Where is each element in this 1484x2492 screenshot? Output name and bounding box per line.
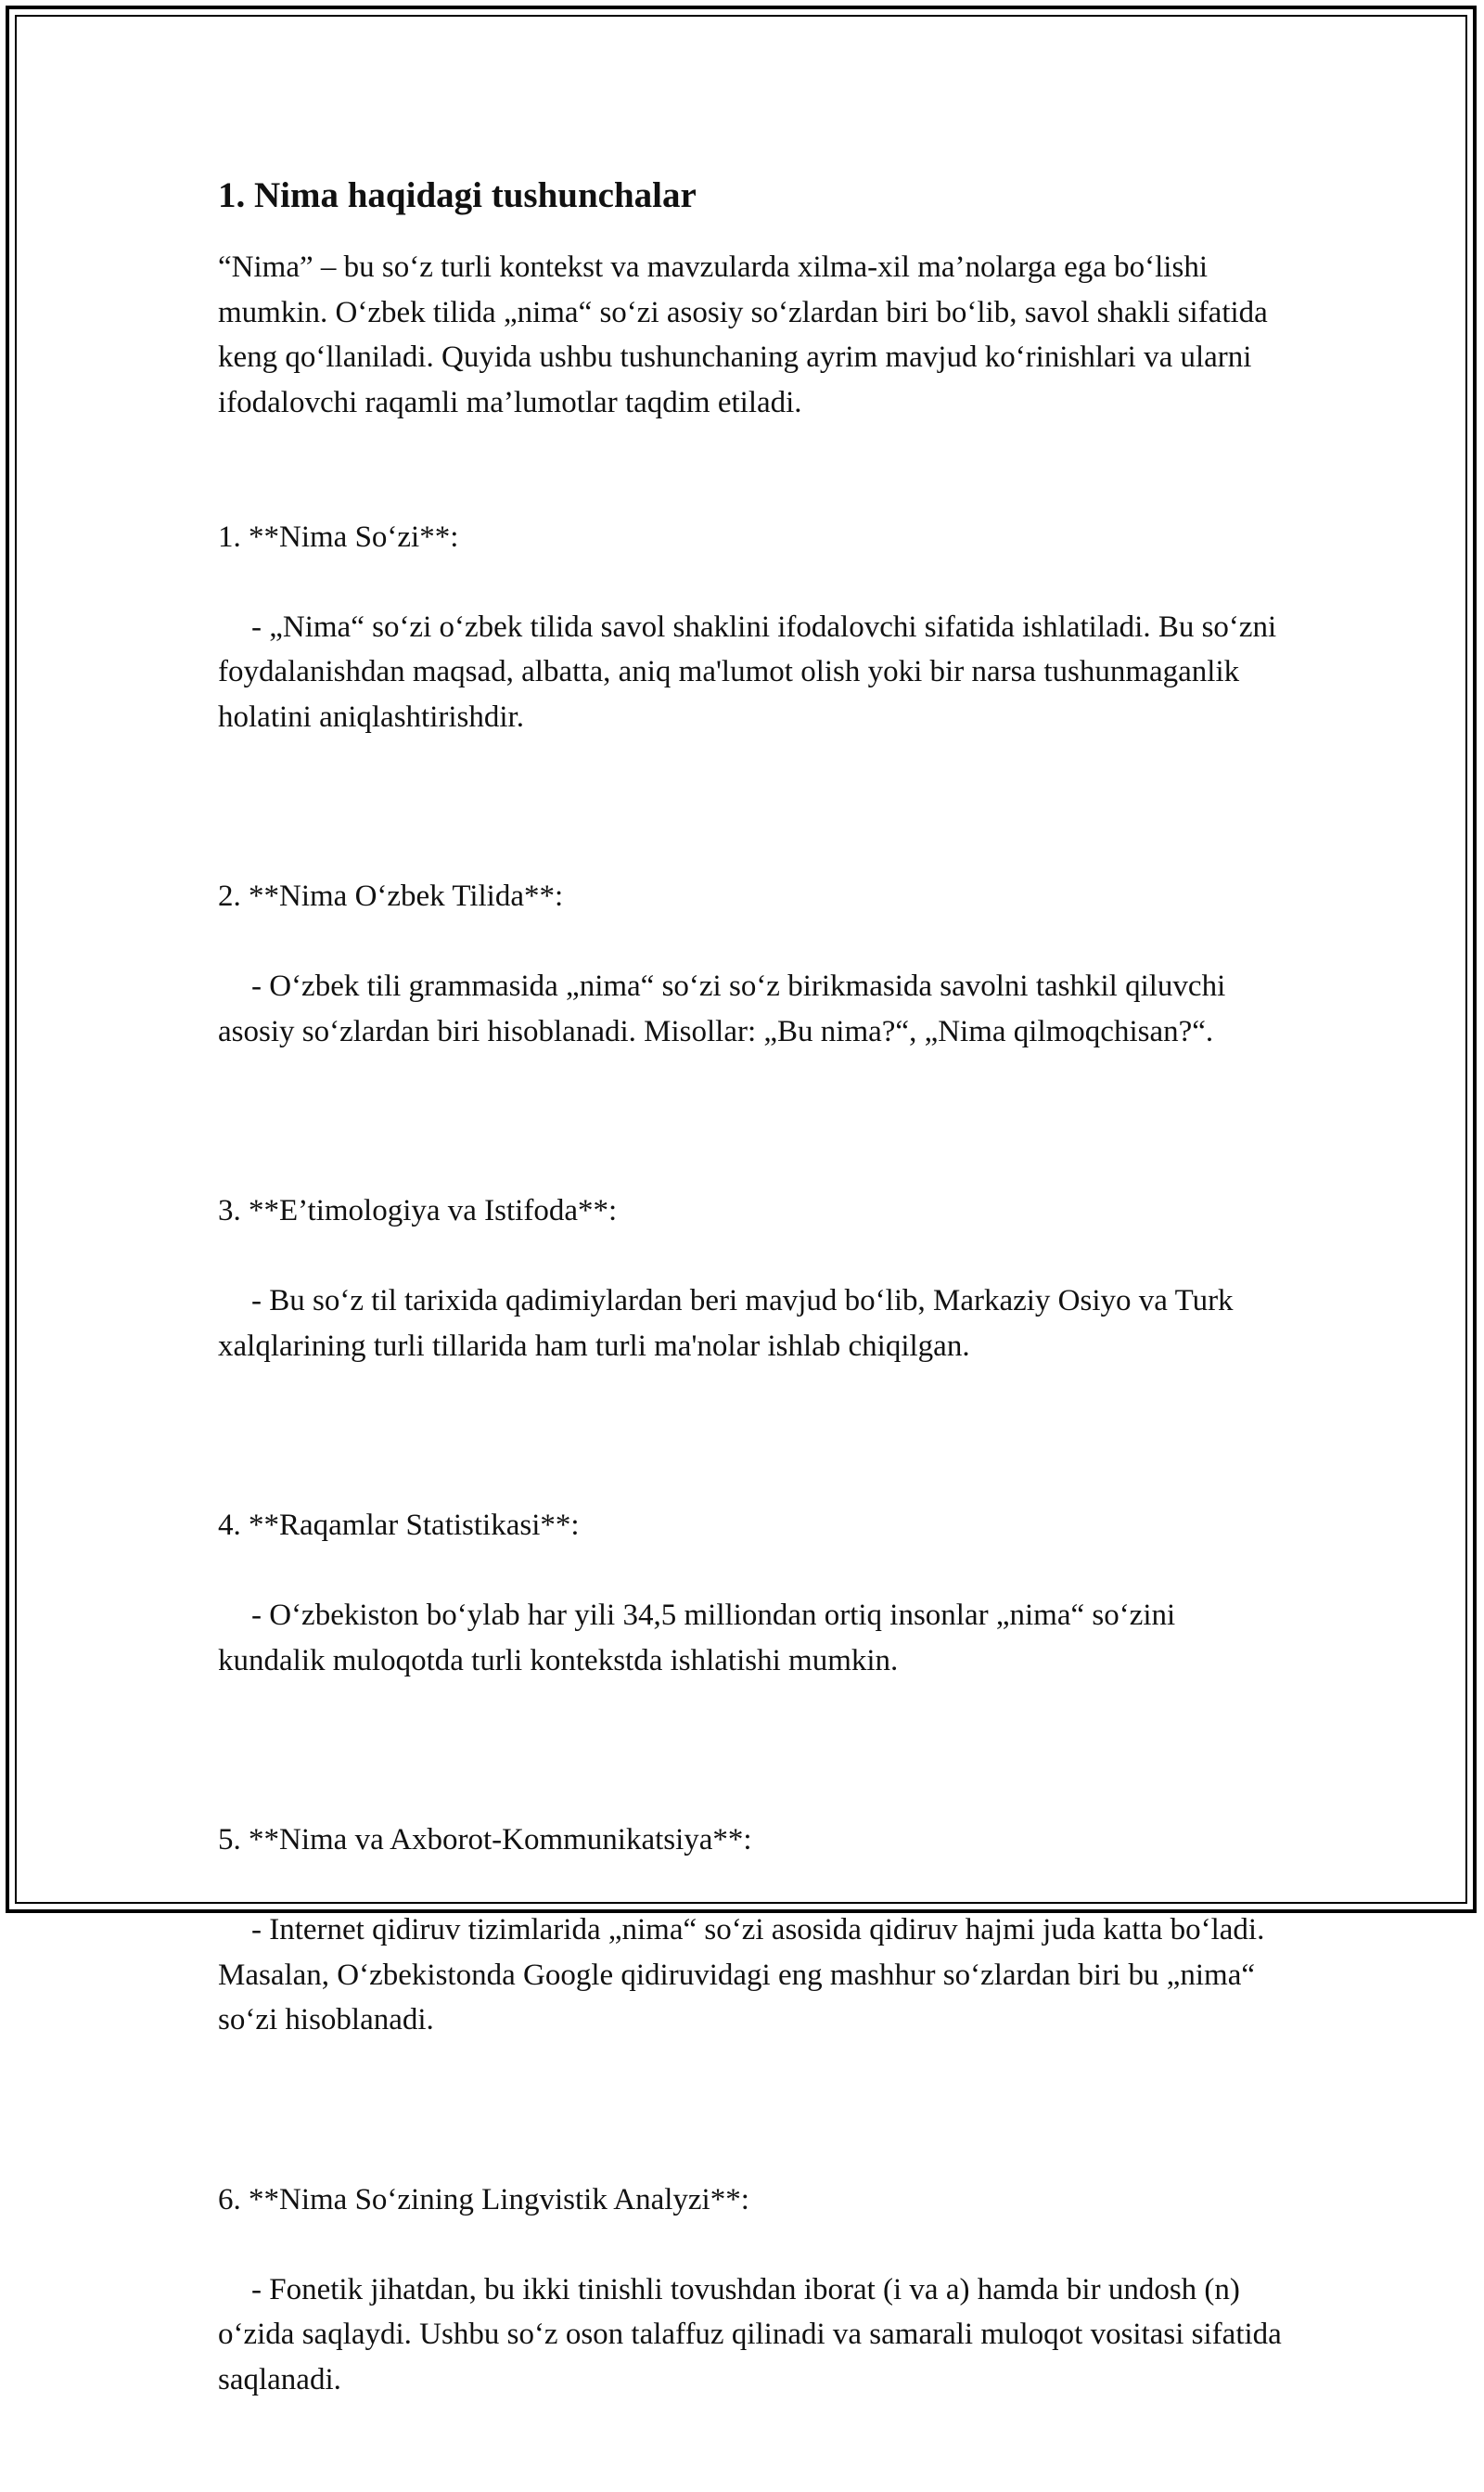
section-5 <box>218 1773 1285 2088</box>
document-body <box>218 167 1285 2492</box>
section-body: - Bu so‘z til tarixida qadimiylardan beri mavjud bo‘lib, Markaziy Osiyo va Turk xalqlarining turli tillarida ham turli ma'nolar ishlab chiqilgan. <box>218 1284 1234 1363</box>
section-body: - Fonetik jihatdan, bu ikki tinishli tovushdan iborat (i va a) hamda bir undosh (n) o‘zida saqlaydi. Ushbu so‘z oson talaffuz qilinadi va samarali muloqot vositasi sifatida saqlanadi. <box>218 2272 1282 2396</box>
section-body: - „Nima“ so‘zi o‘zbek tilida savol shaklini ifodalovchi sifatida ishlatiladi. Bu so‘zni foydalanishdan maqsad, albatta, aniq ma'lumot olish yoki bir narsa tushunmaganlik holatini aniqlashtirishdir. <box>218 610 1277 734</box>
section-heading: 6. **Nima So‘zining Lingvistik Analyzi**: <box>218 2182 749 2216</box>
section-2 <box>218 829 1285 1099</box>
section-heading: 4. **Raqamlar Statistikasi**: <box>218 1509 580 1542</box>
intro-paragraph: “Nima” – bu so‘z turli kontekst va mavzularda xilma-xil ma’nolarga ega bo‘lishi mumkin. O‘zbek tilida „nima“ so‘zi asosiy so‘zlardan biri bo‘lib, savol shakli sifatida keng qo‘llaniladi. Quyida ushbu tushunchaning ayrim mavjud ko‘rinishlari va ularni ifodalovchi raqamli ma’lumotlar taqdim etiladi. <box>218 250 1268 419</box>
section-6 <box>218 2132 1285 2447</box>
section-heading: 5. **Nima va Axborot-Kommunikatsiya**: <box>218 1823 752 1856</box>
page-title: 1. Nima haqidagi tushunchalar <box>218 175 697 215</box>
section-1 <box>218 469 1285 785</box>
section-3 <box>218 1144 1285 1414</box>
section-heading: 1. **Nima So‘zi**: <box>218 520 459 554</box>
section-heading: 3. **E’timologiya va Istifoda**: <box>218 1194 618 1227</box>
section-heading: 2. **Nima O‘zbek Tilida**: <box>218 880 564 913</box>
section-body: - Internet qidiruv tizimlarida „nima“ so‘zi asosida qidiruv hajmi juda katta bo‘ladi. Masalan, O‘zbekistonda Google qidiruvidagi eng mashhur so‘zlardan biri bu „nima“ so‘zi hisoblanadi. <box>218 1913 1265 2036</box>
section-body: - O‘zbek tili grammasida „nima“ so‘zi so‘z birikmasida savolni tashkil qiluvchi asosiy so‘zlardan biri hisoblanadi. Misollar: „Bu nima?“, „Nima qilmoqchisan?“. <box>218 970 1226 1048</box>
section-body: - O‘zbekiston bo‘ylab har yili 34,5 milliondan ortiq insonlar „nima“ so‘zini kundalik muloqotda turli kontekstda ishlatishi mumkin. <box>218 1599 1176 1677</box>
section-4 <box>218 1458 1285 1728</box>
